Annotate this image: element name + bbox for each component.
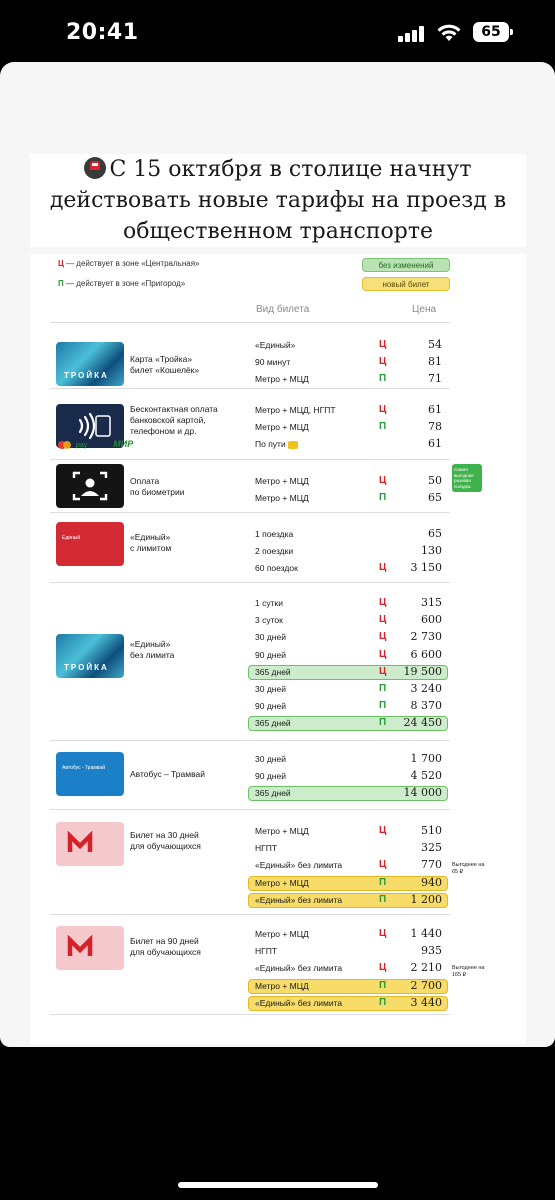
ticket-description: Билет на 90 дней (130, 936, 199, 946)
column-header-price: Цена (412, 304, 437, 315)
ticket-description: по биометрии (130, 487, 185, 497)
ticket-card-label: Автобус - Трамвай (62, 765, 105, 771)
zone-letter: Ц (379, 665, 387, 677)
zone-letter: П (379, 683, 387, 694)
tariff-price: 6 600 (410, 647, 442, 661)
tariff-name: Метро + МЦД, НГПТ (255, 405, 336, 415)
tariff-price: 14 000 (403, 786, 442, 800)
row-separator (50, 914, 450, 915)
tariff-name: НГПТ (255, 843, 278, 854)
tariff-price: 940 (421, 875, 442, 889)
ticket-description: билет «Кошелёк» (130, 365, 200, 375)
ticket-card-troika (56, 634, 124, 678)
tariff-name: 2 поездки (255, 546, 294, 556)
tariff-price: 65 (428, 527, 442, 540)
zone-letter: Ц (379, 859, 387, 871)
zone-letter: П (379, 717, 387, 729)
tariff-name: 30 дней (255, 632, 286, 643)
tariff-price: 8 370 (410, 699, 442, 713)
legend-new-ticket-badge: новый билет (362, 277, 450, 291)
zone-letter: П (379, 893, 387, 905)
wifi-icon (436, 22, 462, 42)
tariff-price: 3 240 (410, 682, 442, 695)
ticket-description: Карта «Тройка» (130, 354, 193, 364)
tariff-price: 78 (428, 420, 442, 433)
best-single-trip-badge: Самая выгодная разовая поездка (452, 464, 482, 492)
tariff-name: Метро + МЦД (255, 476, 309, 486)
tariff-price: 54 (428, 338, 442, 351)
legend-suburban-text: — действует в зоне «Пригород» (65, 279, 186, 288)
tariff-name: 3 суток (255, 615, 283, 626)
ticket-card-student (56, 926, 124, 970)
row-separator (50, 512, 450, 513)
tariff-name: «Единый» без лимита (255, 894, 343, 905)
savings-note: Выгоднее на 65 ₽ (452, 862, 485, 875)
tariff-price: 510 (421, 824, 442, 837)
status-bar (0, 0, 555, 62)
tariff-price: 935 (421, 944, 442, 958)
ticket-description: Оплата (130, 476, 160, 486)
tariff-price: 65 (428, 491, 442, 504)
tariff-name: Метро + МЦД (255, 877, 309, 888)
tariff-price: 600 (421, 613, 442, 627)
tariff-name: «Единый» без лимита (255, 963, 343, 974)
ticket-description: для обучающихся (130, 841, 201, 851)
zone-letter: П (379, 492, 387, 503)
tariff-name: 90 дней (255, 771, 286, 782)
tariff-price: 2 210 (410, 961, 442, 975)
savings-note: Выгоднее на 165 ₽ (452, 965, 485, 978)
zone-letter: П (379, 996, 387, 1008)
tariff-price: 4 520 (410, 769, 442, 783)
tariff-name: 90 дней (255, 649, 286, 660)
zone-letter: Ц (379, 597, 387, 608)
face-scan-icon (56, 464, 124, 508)
post-title (30, 154, 526, 247)
zone-letter: Ц (379, 404, 387, 415)
tariff-name: «Единый» (255, 340, 296, 350)
legend-central (58, 259, 199, 268)
tariff-price: 325 (421, 841, 442, 855)
zone-letter: Ц (379, 614, 387, 626)
zone-letter: П (379, 421, 387, 432)
tariff-name: Метро + МЦД (255, 826, 309, 836)
legend-suburban (58, 279, 185, 288)
row-separator (50, 809, 450, 810)
zone-letter: Ц (379, 562, 387, 573)
zone-letter: Ц (379, 356, 387, 367)
tariff-name: 1 сутки (255, 598, 283, 608)
payment-logos (58, 439, 133, 449)
tariff-price: 50 (428, 474, 442, 487)
moscow-metro-m-icon (56, 822, 124, 866)
tariff-name: 90 дней (255, 701, 286, 712)
tariff-price: 130 (421, 544, 442, 557)
zone-letter: П (379, 979, 387, 991)
legend-central-text: — действует в зоне «Центральная» (66, 259, 200, 268)
row-separator (50, 388, 450, 389)
tariff-price: 24 450 (403, 716, 442, 730)
tariff-name: «Единый» без лимита (255, 860, 343, 871)
ticket-description: Бесконтактная оплата (130, 404, 218, 414)
tariff-price: 2 700 (410, 978, 442, 992)
ticket-card-troika (56, 342, 124, 386)
zone-letter: Ц (379, 631, 387, 643)
tariff-name: 90 минут (255, 357, 291, 367)
tariff-poster (30, 254, 526, 1044)
tariff-name: 365 дней (255, 788, 291, 799)
column-header-type: Вид билета (256, 304, 310, 315)
metro-train-icon (84, 157, 106, 179)
legend-central-letter: Ц (58, 259, 64, 268)
tariff-name: 1 поездка (255, 529, 294, 539)
tariff-price: 3 440 (410, 995, 442, 1009)
tariff-price: 81 (428, 355, 442, 368)
tariff-price: 2 730 (410, 630, 442, 644)
home-indicator[interactable] (178, 1182, 378, 1188)
ticket-card-label: ТРОЙКА (64, 371, 109, 380)
battery-icon: 65 (473, 22, 509, 42)
tariff-price: 1 200 (410, 892, 442, 906)
row-separator (50, 459, 450, 460)
ticket-description: банковской картой, (130, 415, 206, 425)
tariff-price: 1 700 (410, 752, 442, 765)
tariff-name: Метро + МЦД (255, 422, 309, 432)
tariff-name: 60 поездок (255, 563, 298, 573)
ticket-description: «Единый» (130, 532, 171, 542)
tariff-name: Метро + МЦД (255, 929, 309, 939)
taxi-icon (288, 441, 298, 449)
tariff-name: 365 дней (255, 718, 291, 729)
legend-unchanged-badge: без изменений (362, 258, 450, 272)
tariff-name: НГПТ (255, 946, 278, 957)
tariff-price: 61 (428, 437, 442, 450)
zone-letter: Ц (379, 825, 387, 836)
ticket-card-label: Единый (62, 535, 81, 541)
zone-letter: Ц (379, 928, 387, 939)
tariff-price: 19 500 (403, 664, 442, 678)
tariff-name: По пути (255, 439, 298, 449)
zone-letter: Ц (379, 648, 387, 660)
row-separator (50, 322, 450, 323)
ticket-card-edinyi (56, 522, 124, 566)
zone-letter: П (379, 373, 387, 384)
mir-logo-label: МИР (113, 439, 134, 449)
tariff-name: Метро + МЦД (255, 493, 309, 503)
tariff-price: 1 440 (410, 927, 442, 940)
zone-letter: П (379, 876, 387, 888)
tariff-price: 61 (428, 403, 442, 416)
cellular-signal-icon (398, 26, 424, 42)
tariff-name: «Единый» без лимита (255, 997, 343, 1008)
tariff-name: Метро + МЦД (255, 980, 309, 991)
row-separator (50, 582, 450, 583)
row-separator (50, 1014, 450, 1015)
ticket-card-student (56, 822, 124, 866)
tariff-price: 770 (421, 858, 442, 872)
ticket-card-bus (56, 752, 124, 796)
mastercard-icon (58, 441, 72, 449)
tariff-price: 71 (428, 372, 442, 385)
row-separator (50, 740, 450, 741)
tariff-name: 30 дней (255, 754, 286, 764)
ticket-description: без лимита (130, 650, 175, 660)
ticket-description: Автобус – Трамвай (130, 769, 205, 779)
ticket-description: «Единый» (130, 639, 171, 649)
ticket-card-label: ТРОЙКА (64, 663, 109, 672)
tariff-price: 3 150 (410, 561, 442, 574)
legend-suburban-letter: П (58, 279, 64, 288)
ticket-card-biometric (56, 464, 124, 508)
tariff-price: 315 (421, 596, 442, 609)
tariff-name: 365 дней (255, 666, 291, 677)
zone-letter: П (379, 700, 387, 712)
zone-letter: Ц (379, 475, 387, 486)
ticket-description: для обучающихся (130, 947, 201, 957)
status-time: 20:41 (66, 20, 139, 45)
zone-letter: Ц (379, 339, 387, 350)
tariff-name: 30 дней (255, 684, 286, 694)
moscow-metro-m-icon (56, 926, 124, 970)
ticket-description: телефоном и др. (130, 426, 197, 436)
ticket-description: Билет на 30 дней (130, 830, 199, 840)
post-sheet (0, 62, 555, 1047)
zone-letter: Ц (379, 962, 387, 974)
ticket-description: с лимитом (130, 543, 172, 553)
tariff-name: Метро + МЦД (255, 374, 309, 384)
post-title-text: С 15 октября в столице начнут действовать новые тарифы на проезд в общественном транспорте (49, 157, 507, 244)
pay-logo-label: pay (76, 442, 88, 449)
